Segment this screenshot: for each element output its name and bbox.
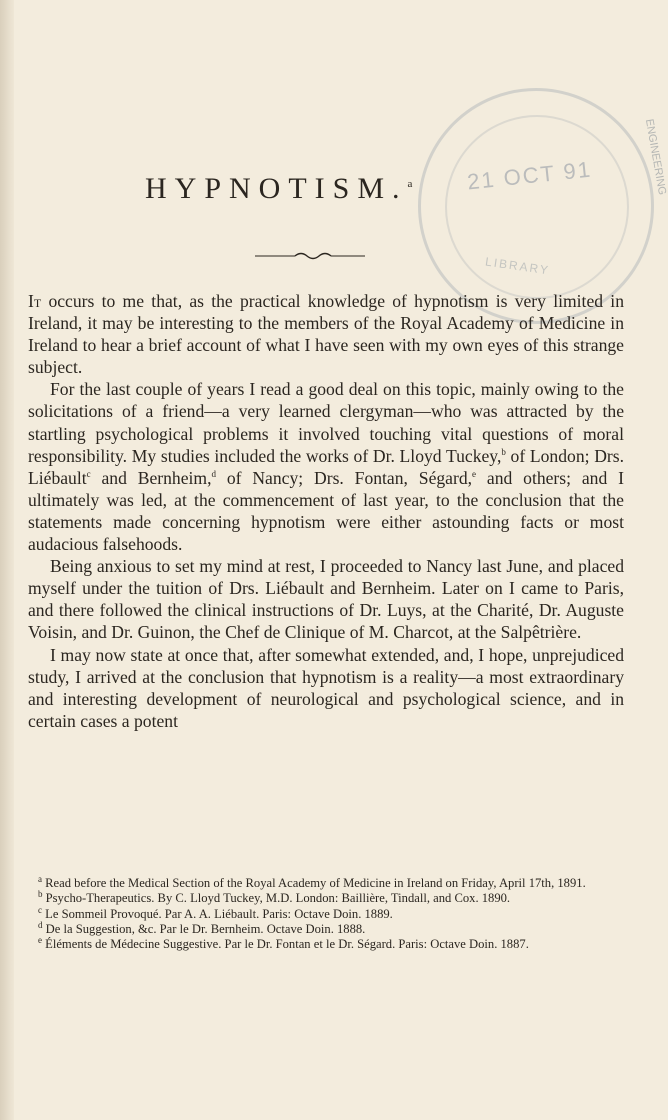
footnote-text: Le Sommeil Provoqué. Par A. A. Liébault. Paris: Octave Doin. 1889. <box>42 906 393 921</box>
footnote-d <box>28 919 624 937</box>
page-title <box>145 172 412 206</box>
title-ornament <box>255 251 365 261</box>
paragraph-2-text-b: of London; Drs. Liébault <box>28 445 624 488</box>
page-binding-edge <box>0 0 14 1120</box>
title-text: HYPNOTISM. <box>145 172 408 205</box>
footnote-a <box>28 873 624 891</box>
footnote-mark: b <box>38 889 43 900</box>
footnote-text: Read before the Medical Section of the Royal Academy of Medicine in Ireland on Friday, April 17th, 1891. <box>42 876 586 890</box>
paragraph-2-text-e: and others; and I ultimately was led, at the commencement of last year, to the conclusion that the statements made concerning hypnotism were either astounding facts or most audacious falsehoods. <box>28 467 624 555</box>
stamp-lower-text: LIBRARY <box>484 254 551 278</box>
footnote-b <box>28 891 624 906</box>
footnote-c <box>28 904 624 922</box>
footnote-ref-d: d <box>211 468 216 479</box>
footnote-text: Psycho-Therapeutics. By C. Lloyd Tuckey, M.D. London: Baillière, Tindall, and Cox. 1890. <box>42 891 511 906</box>
paragraph-2-text-d: of Nancy; Drs. Fontan, Ségard, <box>216 467 473 488</box>
footnote-e <box>28 937 624 952</box>
library-stamp <box>418 88 668 324</box>
title-footnote-mark: a <box>407 178 413 190</box>
stamp-date: 21 OCT 91 <box>465 156 594 195</box>
paragraph-1 <box>28 290 624 378</box>
paragraph-2 <box>28 378 624 555</box>
paragraph-2-text-a: For the last couple of years I read a good deal on this topic, mainly owing to the solicitations of a friend—a very learned clergyman—who was attracted by the startling psychological problems it involved touching vital questions of moral responsibility. My studies included the works of Dr. Lloyd Tuckey, <box>28 379 624 466</box>
lead-word: It <box>28 291 42 311</box>
footnote-ref-e: e <box>472 468 477 479</box>
footnote-mark: a <box>38 873 42 884</box>
footnote-mark: c <box>38 904 42 915</box>
footnote-mark: e <box>38 935 42 945</box>
stamp-side-text: ENGINEERING <box>642 118 668 196</box>
paragraph-3: Being anxious to set my mind at rest, I proceeded to Nancy last June, and placed myself under the tuition of Drs. Liébault and Bernheim. Later on I came to Paris, and there followed the clinical instructions of Dr. Luys, at the Charité, Dr. Auguste Voisin, and Dr. Guinon, the Chef de Clinique of M. Charcot, at the Salpêtrière. <box>28 556 624 643</box>
paragraph-2-text-c: and Bernheim, <box>90 467 212 488</box>
footnote-text: Éléments de Médecine Suggestive. Par le Dr. Fontan et le Dr. Ségard. Paris: Octave Doin. 1887. <box>42 937 529 952</box>
footnote-ref-b: b <box>501 446 506 457</box>
article-body <box>28 290 624 732</box>
paragraph-1-text: occurs to me that, as the practical knowledge of hypnotism is very limited in Ireland, it may be interesting to the members of the Royal Academy of Medicine in Ireland to hear a brief account of what I have seen with my own eyes of this strange subject. <box>28 291 624 378</box>
paragraph-4: I may now state at once that, after somewhat extended, and, I hope, unprejudiced study, I arrived at the conclusion that hypnotism is a reality—a most extraordinary and interesting development of neurological and psychological science, and in certain cases a potent <box>28 644 624 731</box>
footnote-text: De la Suggestion, &c. Par le Dr. Bernheim. Octave Doin. 1888. <box>42 921 366 936</box>
footnote-mark: d <box>38 919 43 930</box>
footnote-ref-c: c <box>86 468 91 479</box>
footnotes <box>28 873 624 952</box>
